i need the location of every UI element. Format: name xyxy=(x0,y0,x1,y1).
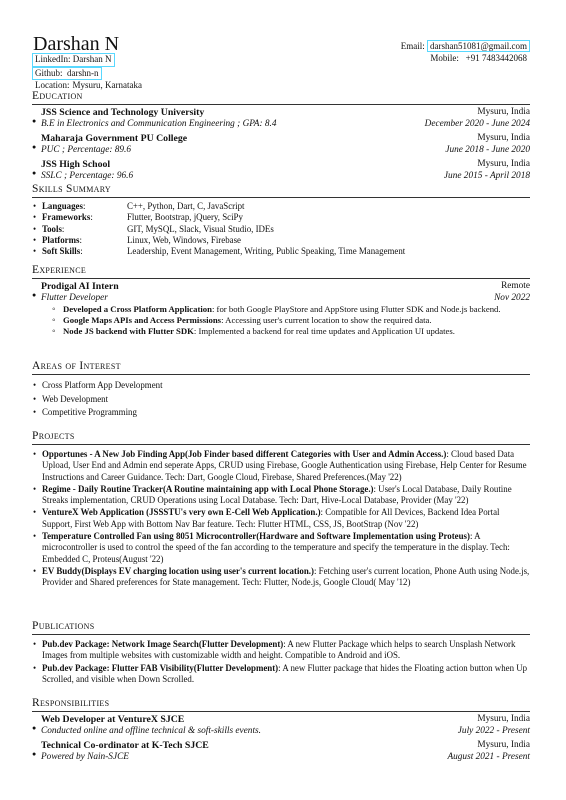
point-text: : Implemented a backend for real time updates and Application UI updates. xyxy=(193,326,455,336)
skill-item xyxy=(32,212,530,223)
section-divider xyxy=(32,278,530,279)
bullet-icon: ● xyxy=(32,169,37,177)
project-description: : Compatible for All Devices, Backend Idea Portal Support, First Web App with Bottom Nav Bar feature. Tech: Flutter HTML, CSS, JS, BootStrap (Nov '22) xyxy=(42,507,500,529)
dates: June 2018 - June 2020 xyxy=(445,144,530,155)
degree: SSLC ; Percentage: 96.6 xyxy=(41,170,134,181)
section-title: Responsibilities xyxy=(32,697,110,709)
project-item xyxy=(32,566,530,589)
experience-points xyxy=(32,304,530,337)
responsibilities-section xyxy=(32,697,530,766)
mobile-label: Mobile: xyxy=(430,52,459,63)
point-title: Google Maps APIs and Access Permissions xyxy=(63,315,222,325)
section-divider xyxy=(32,711,530,712)
school-name: Maharaja Government PU College xyxy=(41,133,188,144)
experience-entry xyxy=(32,281,530,337)
responsibility-role: Technical Co-ordinator at K-Tech SJCE xyxy=(41,740,209,751)
section-title: Projects xyxy=(32,430,75,442)
bullet-icon: ● xyxy=(32,117,37,125)
section-divider xyxy=(32,104,530,105)
responsibility-location: Mysuru, India xyxy=(477,740,530,750)
github-link[interactable] xyxy=(32,67,102,81)
linkedin-label: LinkedIn: xyxy=(35,54,71,64)
skill-label: • Tools : xyxy=(42,224,127,235)
company-name: Prodigal AI Intern xyxy=(41,281,119,292)
bullet-icon: ● xyxy=(32,724,37,732)
responsibility-role: Web Developer at VentureX SJCE xyxy=(41,714,185,725)
point-title: Node JS backend with Flutter SDK xyxy=(63,326,194,336)
interest-item: • Competitive Programming xyxy=(32,406,530,420)
project-item xyxy=(32,449,530,483)
bullet-icon: ● xyxy=(32,750,37,758)
section-divider xyxy=(32,374,530,375)
point-text: : for both Google PlayStore and AppStore using Flutter SDK and Node.js backend. xyxy=(211,304,501,314)
skill-value: C++, Python, Dart, C, JavaScript xyxy=(127,201,245,211)
project-description: : Cloud based Data Upload, User End and Admin end seperate Apps, CRUD using Firebase, Google Authentication using Firebase, Help Center for Resume Instructions and Career Guidance. Tech: Dart, Google Cloud, Firebase, Shared Preferences.(May '22) xyxy=(42,449,527,482)
github-label: Github: xyxy=(35,67,63,78)
education-entry xyxy=(32,107,530,133)
skill-label: • Frameworks : xyxy=(42,212,127,223)
skill-value: Leadership, Event Management, Writing, Public Speaking, Time Management xyxy=(127,246,406,257)
project-description: : Fetching user's current location, Phone Auth using Node.js, Provider and Shared preferences for State management. Tech: Flutter, Node.js, Google Cloud( May '12) xyxy=(42,565,530,588)
skill-value: Linux, Web, Windows, Firebase xyxy=(127,234,241,245)
publication-item xyxy=(32,663,530,686)
experience-point xyxy=(32,304,530,315)
dates: June 2015 - April 2018 xyxy=(443,170,530,181)
email-link[interactable]: darshan51081@gmail.com xyxy=(427,40,530,52)
section-divider xyxy=(32,444,530,445)
mobile-value: +91 7483442068 xyxy=(465,52,527,63)
point-title: Developed a Cross Platform Application xyxy=(63,304,212,314)
skill-label: • Platforms : xyxy=(42,235,127,246)
project-description: : User's Local Database, Daily Routine Streaks implementation, CRUD Operations using Local Database. Tech: Dart, Hive-Local Database, Provider (May '22) xyxy=(42,483,512,506)
company-location: Remote xyxy=(501,281,530,291)
section-title: Publications xyxy=(32,620,95,632)
interest-item: • Web Development xyxy=(32,393,530,407)
responsibility-location: Mysuru, India xyxy=(477,714,530,724)
degree: B.E in Electronics and Communication Engineering ; GPA: 8.4 xyxy=(41,118,277,129)
responsibility-entry xyxy=(32,714,530,740)
contact-left xyxy=(32,53,142,92)
experience-point xyxy=(32,326,530,337)
skill-item xyxy=(32,201,530,212)
skill-item xyxy=(32,235,530,246)
publication-title: Pub.dev Package: Flutter FAB Visibility(Flutter Development) xyxy=(42,662,279,673)
project-title: Regime - Daily Routine Tracker(A Routine maintaining app with Local Phone Storage.) xyxy=(42,483,374,494)
project-title: EV Buddy(Displays EV charging location using user's current location.) xyxy=(42,565,314,576)
dates: Nov 2022 xyxy=(494,292,530,303)
publications-list xyxy=(32,639,530,685)
section-title: Experience xyxy=(32,264,87,276)
publication-title: Pub.dev Package: Network Image Search(Flutter Development) xyxy=(42,639,284,649)
skill-label: • Soft Skills : xyxy=(42,246,127,257)
resume-name: Darshan N xyxy=(33,33,120,55)
projects-list xyxy=(32,449,530,589)
section-title: Education xyxy=(32,90,83,102)
project-item xyxy=(32,507,530,530)
school-location: Mysuru, India xyxy=(477,107,530,117)
role: Flutter Developer xyxy=(41,292,108,303)
school-location: Mysuru, India xyxy=(477,133,530,143)
interest-item: • Cross Platform App Development xyxy=(32,379,530,393)
skills-list xyxy=(32,201,530,257)
email-label: Email: xyxy=(400,41,425,51)
responsibility-description: Powered by Nain-SJCE xyxy=(41,751,129,762)
section-divider xyxy=(32,197,530,198)
location-label: Location: xyxy=(35,80,70,90)
section-title: Skills Summary xyxy=(32,183,111,195)
school-location: Mysuru, India xyxy=(477,159,530,169)
skill-label: • Languages : xyxy=(42,201,127,212)
experience-section xyxy=(32,264,530,337)
responsibility-description: Conducted online and offline technical & soft-skills events. xyxy=(41,725,261,736)
skills-section xyxy=(32,183,530,257)
bullet-icon: ● xyxy=(32,143,37,151)
education-entry xyxy=(32,159,530,185)
skill-item xyxy=(32,224,530,235)
responsibility-entry xyxy=(32,740,530,766)
dates: December 2020 - June 2024 xyxy=(424,118,530,129)
education-section xyxy=(32,90,530,185)
dates: August 2021 - Present xyxy=(447,751,530,762)
publication-item xyxy=(32,639,530,662)
projects-section xyxy=(32,430,530,590)
school-name: JSS Science and Technology University xyxy=(41,107,205,118)
education-entry xyxy=(32,133,530,159)
linkedin-value: Darshan N xyxy=(72,54,112,64)
location-value: Mysuru, Karnataka xyxy=(72,80,142,90)
degree: PUC ; Percentage: 89.6 xyxy=(41,144,132,155)
dates: July 2022 - Present xyxy=(457,725,530,736)
school-name: JSS High School xyxy=(41,159,111,170)
project-title: VentureX Web Application (JSSSTU's very own E-Cell Web Application.) xyxy=(42,507,321,518)
project-item xyxy=(32,531,530,565)
section-title: Areas of Interest xyxy=(32,360,121,372)
project-title: Temperature Controlled Fan using 8051 Microcontroller(Hardware and Software Implementation using Proteus) xyxy=(42,531,470,542)
publication-description: : A new Flutter Package which helps to search Unsplash Network Images from multiple websites with customizable width and height. Compatible to Android and iOS. xyxy=(42,639,516,661)
project-title: Opportunes - A New Job Finding App(Job Finder based different Categories with User and Admin Access.) xyxy=(42,449,447,459)
publications-section xyxy=(32,620,530,686)
github-value: darshn-n xyxy=(67,67,99,78)
experience-point xyxy=(32,315,530,326)
project-item xyxy=(32,484,530,507)
skill-value: GIT, MySQL, Slack, Visual Studio, IDEs xyxy=(127,223,274,234)
linkedin-link[interactable] xyxy=(32,53,115,67)
skill-item xyxy=(32,246,530,257)
bullet-icon: ● xyxy=(32,291,37,299)
publication-description: : A new Flutter package that hides the Floating action button when Up Scrolled, and visible when Down Scrolled. xyxy=(42,662,528,684)
skill-value: Flutter, Bootstrap, jQuery, SciPy xyxy=(127,212,243,223)
section-divider xyxy=(32,634,530,635)
contact-right xyxy=(401,41,530,64)
interests-section xyxy=(32,360,530,420)
interests-list xyxy=(32,379,530,420)
point-text: : Accessing user's current location to show the required data. xyxy=(221,315,432,325)
project-description: : A microcontroller is used to control the speed of the fan according to the temperature and specify the temperature in the display. Tech: Embedded C, Proteus(August '22) xyxy=(42,531,510,564)
